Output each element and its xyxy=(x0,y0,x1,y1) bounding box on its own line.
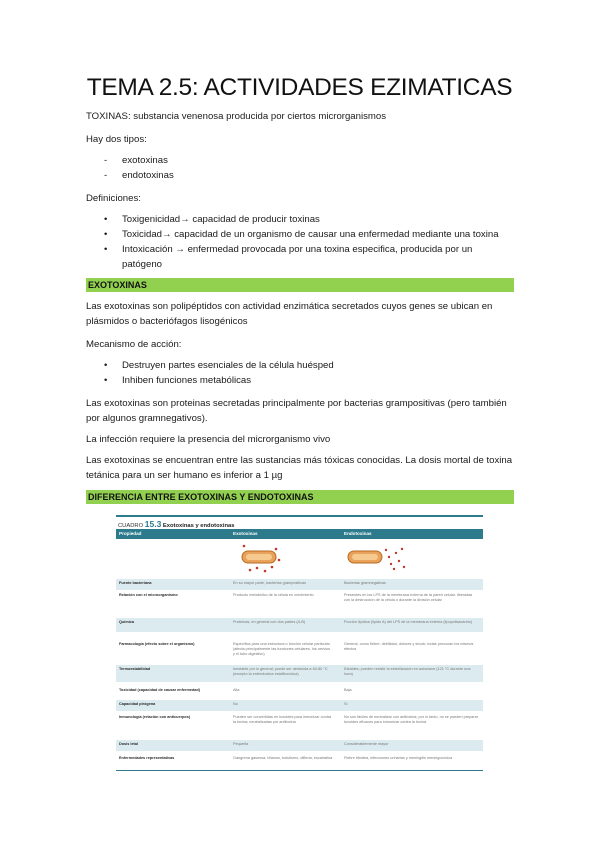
table-cell: Inestable por lo general; puede ser destruida a 60-80 °C (excepto la enterotoxina estafilocócica) xyxy=(233,667,328,676)
list-dash: - xyxy=(104,170,108,181)
table-row xyxy=(116,713,483,733)
table-row xyxy=(116,700,483,711)
table-cell: Específica para una estructura o función celular particular (afecta principalmente las funciones celulares, los nervios y el tubo digestivo) xyxy=(233,642,331,656)
caption-title: Exotoxinas y endotoxinas xyxy=(162,523,235,529)
table-cell: Enfermedades representativas xyxy=(119,756,175,760)
table-rule xyxy=(116,515,483,517)
table-cell: Farmacología (efecto sobre el organismo) xyxy=(119,642,195,646)
table-row xyxy=(116,740,483,751)
table-row xyxy=(116,754,483,769)
bacteria-illustration xyxy=(116,540,483,578)
exotoxinas-paragraph: Las exotoxinas se encuentran entre las sustancias más tóxicas conocidas. La dosis mortal de toxina tetánica para un ser humano es inferior a 1 µg xyxy=(86,455,513,481)
table-cell: Bacterias gramnegativas xyxy=(344,581,386,585)
definicion-item: Intoxicación → enfermedad provocada por una toxina especifica, producida por un patógeno xyxy=(122,244,473,270)
table-cell: Fiebre tifoidea, infecciones urinarias y meningitis meningocócica xyxy=(344,756,453,760)
table-row xyxy=(116,686,483,697)
definiciones-label: Definiciones: xyxy=(86,193,141,204)
table-cell: Baja xyxy=(344,688,352,692)
exotoxinas-paragraph: La infección requiere la presencia del microrganismo vivo xyxy=(86,434,331,445)
table-cell: Termoestabilidad xyxy=(119,667,151,671)
definicion-item: Toxigenicidad→ capacidad de producir toxinas xyxy=(122,214,320,225)
definicion-item: Toxicidad→ capacidad de un organismo de causar una enfermedad mediante una toxina xyxy=(122,229,499,240)
table-cell: Dosis letal xyxy=(119,742,138,746)
exotoxinas-paragraph: Las exotoxinas son proteinas secretadas principalmente por bacterias grampositivas (pero también por algunos gramnegativos). xyxy=(86,398,507,424)
table-header-cell: Endotoxinas xyxy=(344,531,372,536)
table-cell: Inmunología (relación con anticuerpos) xyxy=(119,715,191,719)
table-cell: No son fáciles de neutralizar con antitoxina; por lo tanto, no se pueden preparar toxoides eficaces para inmunizar contra la toxina xyxy=(344,715,479,724)
table-cell: Relación con el microorganismo xyxy=(119,593,178,597)
table-cell: Gangrena gaseosa, tétanos, botulismo, difteria, escarlatina xyxy=(233,756,333,760)
bullet: • xyxy=(104,229,108,240)
table-cell: Fuente bacteriana xyxy=(119,581,152,585)
mecanismo-item: Inhiben funciones metabólicas xyxy=(122,375,252,386)
caption-prefix: CUADRO xyxy=(118,523,144,529)
table-cell: General, como fiebre, debilidad, dolores y shock; todas provocan los mismos efectos xyxy=(344,642,474,651)
table-cell: Sí xyxy=(344,702,348,706)
table-cell: Proteínas, en general con dos partes (A-B) xyxy=(233,620,306,624)
table-cell: Química xyxy=(119,620,134,624)
table-cell: Pueden ser convertidas en toxoides para inmunizar contra la toxina; neutralizadas por antitoxina xyxy=(233,715,332,724)
table-cell: Producto metabólico de la célula en crecimiento xyxy=(233,593,314,597)
table-header-cell: Propiedad xyxy=(119,531,142,536)
caption-number: 15.3 xyxy=(144,519,162,529)
table-bottom-rule xyxy=(116,770,483,771)
table-cell: Toxicidad (capacidad de causar enfermedad) xyxy=(119,688,200,692)
table-cell: No xyxy=(233,702,238,706)
table-cell: Capacidad pirógena xyxy=(119,702,156,706)
table-cell: Presentes en los LPS de la membrana externa de la pared celular. liberadas con la destrucción de la célula o durante la división celular xyxy=(344,593,473,602)
page-title: TEMA 2.5: ACTIVIDADES EZIMATICAS xyxy=(86,74,513,101)
table-header-cell: Exotoxinas xyxy=(233,531,258,536)
section-title: EXOTOXINAS xyxy=(88,280,147,290)
table-header-row xyxy=(116,529,483,539)
table-cell: Considerablemente mayor xyxy=(344,742,389,746)
table-cell: Pequeña xyxy=(233,742,249,746)
table-row xyxy=(116,579,483,590)
tipo-item: endotoxinas xyxy=(122,170,174,181)
table-cell: Porción lipídica (lípido A) del LPS de la membrana externa (lipopolisacárido) xyxy=(344,620,473,624)
mecanismo-item: Destruyen partes esenciales de la célula huésped xyxy=(122,360,334,371)
exo-endo-table xyxy=(116,515,483,773)
exotoxin-bacterium-icon xyxy=(242,545,280,573)
bullet: • xyxy=(104,244,108,255)
list-dash: - xyxy=(104,155,108,166)
table-row xyxy=(116,591,483,609)
tipo-item: exotoxinas xyxy=(122,155,168,166)
section-title: DIFERENCIA ENTRE EXOTOXINAS Y ENDOTOXINAS xyxy=(88,492,314,502)
exotoxinas-paragraph: Las exotoxinas son polipéptidos con actividad enzimática secretados cuyos genes se ubican en plásmidos o bacteriófagos lisogénicos xyxy=(86,301,493,327)
table-row xyxy=(116,665,483,682)
section-header-diferencia xyxy=(86,490,514,504)
endotoxin-bacterium-icon xyxy=(348,548,405,570)
table-cell: En su mayor parte, bacterias grampositivas xyxy=(233,581,307,585)
table-illustration-row xyxy=(116,540,483,578)
tipos-intro: Hay dos tipos: xyxy=(86,134,147,145)
bullet: • xyxy=(104,214,108,225)
table-cell: Estables; pueden resistir la esterilización en autoclave (121 °C durante una hora) xyxy=(344,667,471,676)
table-caption xyxy=(118,519,234,529)
mecanismo-label: Mecanismo de acción: xyxy=(86,339,182,350)
section-header-exotoxinas xyxy=(86,278,514,292)
bullet: • xyxy=(104,375,108,386)
table-row xyxy=(116,618,483,632)
bullet: • xyxy=(104,360,108,371)
toxinas-definition: TOXINAS: substancia venenosa producida por ciertos microrganismos xyxy=(86,111,387,122)
table-cell: Alta xyxy=(233,688,240,692)
table-row xyxy=(116,640,483,658)
